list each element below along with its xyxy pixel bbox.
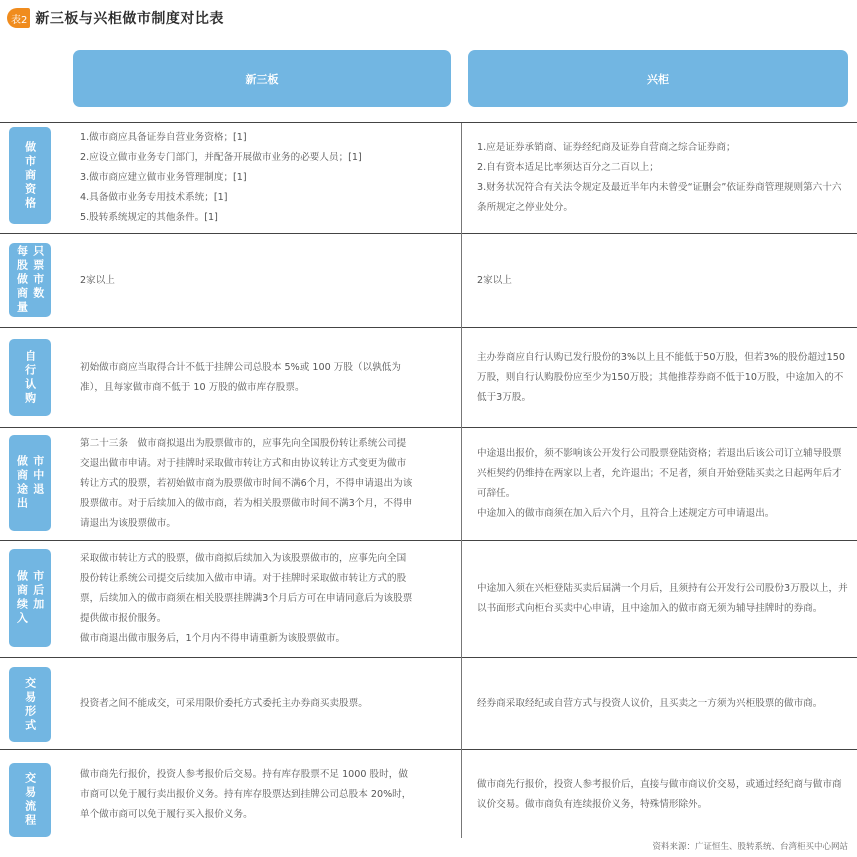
row-label-trade-form: 交易形式 — [9, 667, 51, 742]
cell-xinggui-trade-process: 做市商先行报价，投资人参考报价后，直接与做市商议价交易，或通过经纪商与做市商议价交易。做市商负有连续报价义务，特殊情形除外。 — [477, 778, 842, 810]
cell-xinggui-join: 中途加入须在兴柜登陆买卖后届满一个月后，且须持有公开发行公司股份3万股以上，并以书面形式向柜台买卖中心申请，且中途加入的做市商无须为辅导挂牌时的券商。 — [477, 583, 848, 614]
row-label-later-join: 市后加 做商续入 — [9, 549, 51, 647]
cell-xinggui-subscription: 主办券商应自行认购已发行股份的3%以上且不能低于50万股，但若3%的股份超过150万股，则自行认购股份应至少为150万股；其他推荐券商不低于10万股，中途加入的不低于3万股。 — [477, 351, 845, 403]
cell-xinsanban-trade-process: 做市商先行报价，投资人参考报价后交易。持有库存股票不足 1000 股时，做市商可以免于履行卖出报价义务。持有库存股票达到挂牌公司总股本 20%时，单个做市商可以免于履行买入报价义务。 — [80, 768, 412, 820]
cell-xinggui-exit: 中途退出报价，须不影响该公开发行公司股票登陆资格；若退出后该公司订立辅导股票兴柜契约仍维持在两家以上者，允许退出；不足者，须自开始登陆买卖之日起两年后才可辞任。 中途加入的做市商须在加入后六个月，且符合上述规定方可申请退出。 — [477, 448, 842, 519]
column-header-xinggui: 兴柜 — [468, 50, 848, 107]
row-divider — [0, 749, 857, 750]
cell-xinggui-trade-form: 经券商采取经纪或自营方式与投资人议价，且买卖之一方须为兴柜股票的做市商。 — [477, 697, 823, 709]
cell-xinsanban-exit: 第二十三条 做市商拟退出为股票做市的，应事先向全国股份转让系统公司提交退出做市申请。对于挂牌时采取做市转让方式和由协议转让方式变更为做市转让方式的股票，若初始做市商为股票做市时间不满6个月，不得申请退出为该股票做市。对于后续加入的做市商，若为相关股票做市时间不满3个月，不得申请退出为该股票做市。 — [80, 438, 413, 529]
row-label-self-subscription: 自行认购 — [9, 339, 51, 416]
source-note: 资料来源：广证恒生、股转系统、台湾柜买中心网站 — [652, 842, 848, 852]
row-label-qualification: 做市商资格 — [9, 127, 51, 224]
cell-xinsanban-subscription: 初始做市商应当取得合计不低于挂牌公司总股本 5%或 100 万股（以孰低为准），且每家做市商不低于 10 万股的做市库存股票。 — [80, 361, 401, 393]
cell-xinsanban-qualification: 1.做市商应具备证券自营业务资格；[1] 2.应设立做市业务专门部门，并配备开展做市业务的必要人员；[1] 3.做市商应建立做市业务管理制度；[1] 4.具备做市业务专用技术系统；[1] 5.股转系统规定的其他条件。[1] — [80, 132, 362, 223]
table-title-text: 新三板与兴柜做市制度对比表 — [35, 11, 224, 27]
column-header-xinsanban: 新三板 — [73, 50, 451, 107]
cell-xinggui-qualification: 1.应是证券承销商、证券经纪商及证券自营商之综合证券商； 2.自有资本适足比率须达百分之二百以上； 3.财务状况符合有关法令规定及最近半年内未曾受“证删会”依证券商管理规则第六十六条所规定之停业处分。 — [477, 142, 842, 213]
table-title — [7, 8, 224, 28]
row-label-market-maker-count: 只票市数 每股做商量 — [9, 243, 51, 317]
column-divider — [461, 123, 462, 838]
cell-xinsanban-trade-form: 投资者之间不能成交，可采用限价委托方式委托主办券商买卖股票。 — [80, 697, 368, 709]
row-label-trade-process: 交易流程 — [9, 763, 51, 837]
cell-xinggui-count: 2家以上 — [477, 274, 512, 286]
cell-xinsanban-join: 采取做市转让方式的股票，做市商拟后续加入为该股票做市的，应事先向全国股份转让系统公司提交后续加入做市申请。对于挂牌时采取做市转让方式的股票，后续加入的做市商须在相关股票挂牌满3个月后方可在申请同意后为该股票提供做市报价服务。 做市商退出做市服务后，1个月内不得申请重新为该股票做市。 — [80, 553, 413, 644]
row-label-midway-exit: 市中退 做商途出 — [9, 435, 51, 531]
row-divider-top — [0, 122, 857, 123]
cell-xinsanban-count: 2家以上 — [80, 274, 115, 286]
table-tag-badge: 表2 — [7, 8, 30, 28]
